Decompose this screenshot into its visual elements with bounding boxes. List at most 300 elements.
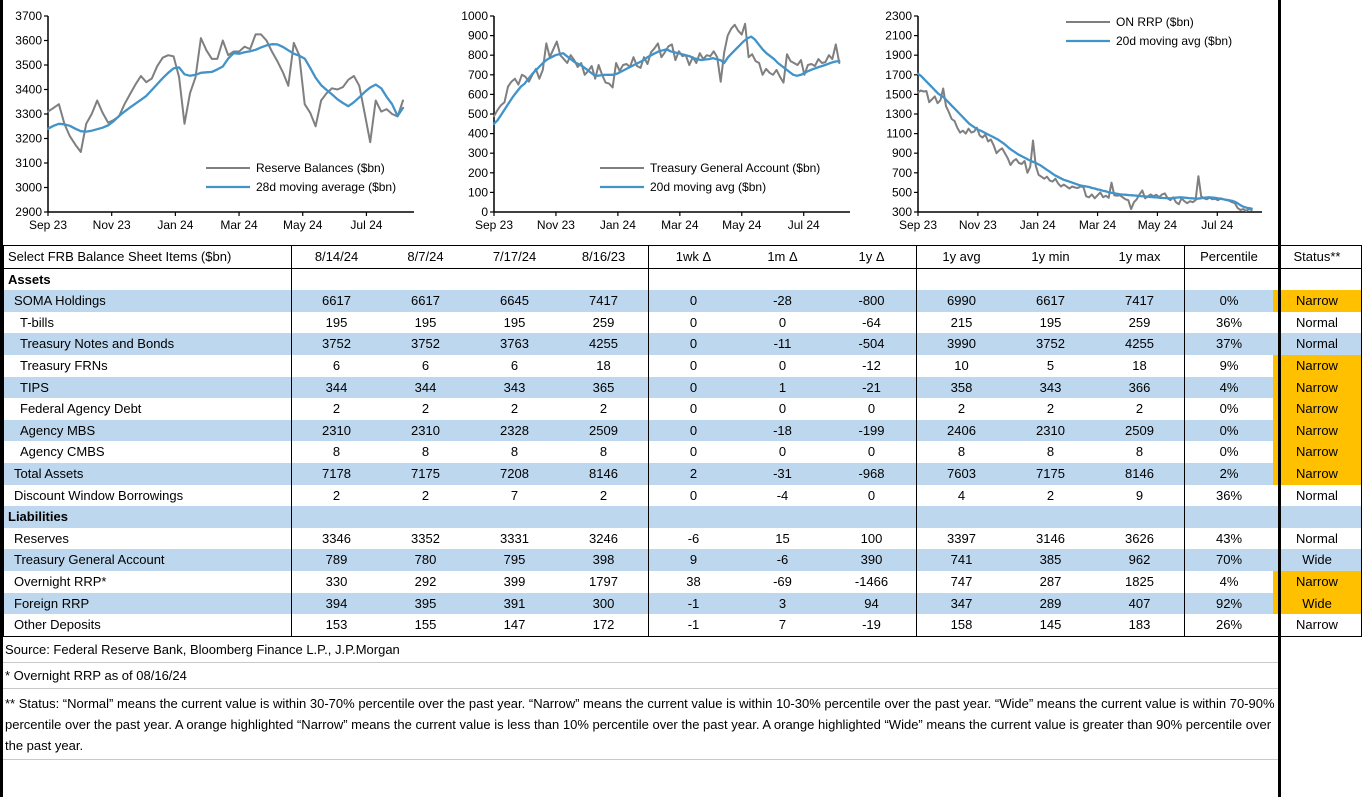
- value-cell: 0: [689, 444, 698, 460]
- value-cell: [917, 506, 1007, 528]
- value-cell: 2509: [559, 420, 649, 442]
- value-cell: [649, 506, 739, 528]
- value-cell: 36%: [1215, 314, 1243, 330]
- value-cell: 343: [503, 379, 526, 395]
- value-cell: 394: [325, 595, 348, 611]
- table-row: [4, 355, 1362, 377]
- value-cell: 43%: [1215, 530, 1243, 546]
- svg-text:500: 500: [891, 185, 912, 200]
- value-cell: 4: [957, 487, 966, 503]
- value-cell: [1095, 506, 1185, 528]
- line-chart-svg: [454, 6, 856, 238]
- svg-text:300: 300: [891, 205, 912, 219]
- value-cell: 3752: [322, 336, 351, 352]
- value-cell: 94: [827, 593, 917, 615]
- value-cell: 8: [1095, 441, 1185, 463]
- value-cell: 2406: [947, 422, 976, 438]
- value-cell: -64: [827, 312, 917, 334]
- value-cell: 215: [950, 314, 973, 330]
- table-row: [4, 377, 1362, 399]
- value-cell: 38: [686, 573, 701, 589]
- value-cell: 962: [1095, 549, 1185, 571]
- table-row: [4, 463, 1362, 485]
- value-cell: 344: [414, 379, 437, 395]
- svg-text:1100: 1100: [886, 126, 912, 141]
- value-cell: [827, 268, 917, 290]
- value-cell: 3346: [322, 530, 351, 546]
- value-cell: [470, 268, 559, 290]
- value-cell: 6: [421, 357, 430, 373]
- status-cell: Wide: [1302, 552, 1332, 568]
- table-header-row: [4, 246, 1362, 269]
- table-row: [4, 528, 1362, 550]
- value-cell: 18: [559, 355, 649, 377]
- value-cell: 195: [414, 314, 437, 330]
- value-cell: -1466: [827, 571, 917, 593]
- axes: [461, 9, 850, 232]
- status-cell: Normal: [1296, 487, 1338, 503]
- value-cell: 195: [325, 314, 348, 330]
- svg-text:1700: 1700: [885, 67, 912, 82]
- value-cell: 7175: [411, 465, 440, 481]
- value-cell: -31: [773, 465, 792, 481]
- value-cell: 391: [503, 595, 526, 611]
- value-cell: 6645: [500, 293, 529, 309]
- row-label: Treasury General Account: [4, 549, 292, 571]
- row-label: TIPS: [4, 377, 292, 399]
- page-left-border: [0, 0, 3, 797]
- value-cell: -18: [773, 422, 792, 438]
- table-row: [4, 571, 1362, 593]
- value-cell: 155: [414, 617, 437, 633]
- series-line: [48, 44, 403, 131]
- value-cell: [470, 506, 559, 528]
- value-cell: 7417: [1095, 290, 1185, 312]
- value-cell: 4255: [1095, 333, 1185, 355]
- value-cell: 385: [1039, 552, 1062, 568]
- chart-reserve-balances: [8, 6, 420, 243]
- section-row: [4, 268, 1362, 290]
- row-label: Agency MBS: [4, 420, 292, 442]
- value-cell: 6617: [411, 293, 440, 309]
- value-cell: -1: [687, 617, 700, 633]
- table-row: [4, 485, 1362, 507]
- svg-text:700: 700: [467, 67, 488, 82]
- value-cell: 0: [689, 293, 698, 309]
- value-cell: 3763: [500, 336, 529, 352]
- value-cell: 9: [1095, 485, 1185, 507]
- value-cell: 2: [1046, 401, 1055, 417]
- svg-text:Jan 24: Jan 24: [157, 218, 194, 232]
- value-cell: -11: [773, 336, 792, 352]
- column-header: 1m Δ: [767, 249, 798, 264]
- svg-text:0: 0: [481, 205, 488, 219]
- table-row: [4, 312, 1362, 334]
- column-header: Status**: [1293, 249, 1341, 264]
- row-label: Treasury Notes and Bonds: [4, 333, 292, 355]
- value-cell: 7208: [500, 465, 529, 481]
- value-cell: 2: [421, 401, 430, 417]
- value-cell: [1095, 268, 1185, 290]
- svg-text:Sep 23: Sep 23: [28, 218, 68, 232]
- value-cell: -12: [827, 355, 917, 377]
- value-cell: 2: [1095, 398, 1185, 420]
- svg-text:Treasury General Account ($bn): Treasury General Account ($bn): [650, 161, 821, 175]
- value-cell: 8: [559, 441, 649, 463]
- column-header: 8/16/23: [559, 246, 649, 269]
- svg-text:700: 700: [891, 165, 912, 180]
- series-line: [918, 89, 1252, 212]
- value-cell: 172: [559, 614, 649, 636]
- column-header: Percentile: [1200, 249, 1258, 264]
- line-chart-svg: [8, 6, 420, 238]
- table-body: [4, 268, 1362, 636]
- value-cell: -6: [687, 530, 700, 546]
- value-cell: -4: [776, 487, 789, 503]
- svg-text:May 24: May 24: [283, 218, 323, 232]
- value-cell: 2310: [1036, 422, 1065, 438]
- value-cell: [559, 506, 649, 528]
- value-cell: 6990: [947, 293, 976, 309]
- svg-text:400: 400: [467, 126, 488, 141]
- row-label: Assets: [4, 268, 292, 290]
- value-cell: -504: [827, 333, 917, 355]
- value-cell: 0: [689, 379, 698, 395]
- value-cell: -968: [827, 463, 917, 485]
- value-cell: 2310: [322, 422, 351, 438]
- value-cell: 780: [414, 552, 437, 568]
- status-cell: Normal: [1296, 530, 1338, 546]
- svg-text:Jan 24: Jan 24: [1019, 218, 1056, 232]
- value-cell: -800: [827, 290, 917, 312]
- value-cell: 795: [503, 552, 526, 568]
- value-cell: 2: [689, 465, 698, 481]
- value-cell: 3752: [411, 336, 440, 352]
- value-cell: 3397: [947, 530, 976, 546]
- value-cell: [1185, 268, 1274, 290]
- value-cell: 399: [503, 573, 526, 589]
- page-right-border: [1278, 0, 1281, 797]
- row-label: Agency CMBS: [4, 441, 292, 463]
- value-cell: 292: [414, 573, 437, 589]
- value-cell: 70%: [1215, 552, 1243, 568]
- value-cell: 2: [332, 401, 341, 417]
- value-cell: 398: [559, 549, 649, 571]
- value-cell: 195: [503, 314, 526, 330]
- value-cell: 0: [778, 357, 787, 373]
- value-cell: 741: [950, 552, 973, 568]
- status-cell: Narrow: [1273, 571, 1362, 593]
- svg-text:Mar 24: Mar 24: [1078, 218, 1117, 232]
- table-row: [4, 441, 1362, 463]
- status-cell: Narrow: [1273, 377, 1362, 399]
- value-cell: [649, 268, 739, 290]
- status-cell: [1273, 268, 1362, 290]
- value-cell: 366: [1095, 377, 1185, 399]
- value-cell: 15: [775, 530, 790, 546]
- line-chart-svg: [878, 6, 1268, 238]
- svg-text:200: 200: [467, 165, 488, 180]
- row-label: Reserves: [4, 528, 292, 550]
- value-cell: 3352: [411, 530, 440, 546]
- status-cell: Narrow: [1273, 463, 1362, 485]
- svg-text:May 24: May 24: [1137, 218, 1178, 232]
- svg-text:Mar 24: Mar 24: [661, 218, 699, 232]
- svg-text:1000: 1000: [461, 9, 488, 23]
- value-cell: 7175: [1036, 465, 1065, 481]
- value-cell: 6617: [322, 293, 351, 309]
- status-definition-note: ** Status: “Normal” means the current value is within 30-70% percentile over the past year. “Narrow” means the current value is within 10-30% percentile over the past year. “Wide” means the current value is within 70-90% percentile over the past year. A orange highlighted “Narrow” means the current value is less than 10% percentile over the past year. A orange highlighted “Wide” means the current value is greater than 90% percentile over the past year.: [3, 689, 1278, 760]
- value-cell: 3626: [1095, 528, 1185, 550]
- svg-text:28d moving average ($bn): 28d moving average ($bn): [256, 180, 397, 194]
- svg-text:100: 100: [467, 185, 488, 200]
- svg-text:Mar 24: Mar 24: [220, 218, 258, 232]
- value-cell: 289: [1039, 595, 1062, 611]
- svg-text:300: 300: [467, 146, 488, 161]
- value-cell: 3752: [1036, 336, 1065, 352]
- value-cell: 365: [559, 377, 649, 399]
- value-cell: [559, 268, 649, 290]
- svg-text:3000: 3000: [15, 180, 42, 195]
- value-cell: 0: [689, 357, 698, 373]
- row-label: Other Deposits: [4, 614, 292, 636]
- svg-text:20d moving avg ($bn): 20d moving avg ($bn): [650, 180, 767, 194]
- value-cell: [292, 506, 382, 528]
- legend: [600, 161, 820, 194]
- value-cell: 5: [1046, 357, 1055, 373]
- svg-text:600: 600: [467, 87, 488, 102]
- status-cell: [1273, 506, 1362, 528]
- value-cell: [381, 268, 470, 290]
- value-cell: 3: [778, 595, 787, 611]
- value-cell: 0%: [1219, 293, 1239, 309]
- column-header: 8/14/24: [314, 249, 359, 264]
- value-cell: 2: [332, 487, 341, 503]
- value-cell: 36%: [1215, 487, 1243, 503]
- value-cell: 2328: [500, 422, 529, 438]
- balance-sheet-table-wrap: [3, 245, 1341, 637]
- footnotes: [3, 637, 1278, 760]
- value-cell: 0: [689, 487, 698, 503]
- value-cell: 347: [950, 595, 973, 611]
- value-cell: 2%: [1219, 465, 1239, 481]
- value-cell: 6617: [1036, 293, 1065, 309]
- value-cell: [1006, 506, 1095, 528]
- value-cell: 9: [689, 552, 698, 568]
- row-label: Foreign RRP: [4, 593, 292, 615]
- status-cell: Wide: [1273, 593, 1362, 615]
- value-cell: 183: [1095, 614, 1185, 636]
- section-row: [4, 506, 1362, 528]
- value-cell: 8: [957, 444, 966, 460]
- value-cell: 0%: [1219, 422, 1239, 438]
- value-cell: 2310: [411, 422, 440, 438]
- value-cell: 0%: [1219, 444, 1239, 460]
- table-row: [4, 398, 1362, 420]
- value-cell: 8: [510, 444, 519, 460]
- svg-text:Nov 23: Nov 23: [958, 218, 997, 232]
- value-cell: 0: [778, 314, 787, 330]
- overnight-rrp-note: * Overnight RRP as of 08/16/24: [3, 663, 1278, 689]
- value-cell: 1: [778, 379, 787, 395]
- table-row: [4, 333, 1362, 355]
- value-cell: 0%: [1219, 401, 1239, 417]
- value-cell: 7: [778, 617, 787, 633]
- value-cell: 287: [1039, 573, 1062, 589]
- value-cell: 3990: [947, 336, 976, 352]
- legend: [206, 161, 396, 194]
- table-row: [4, 549, 1362, 571]
- value-cell: 2: [510, 401, 519, 417]
- svg-text:Reserve Balances ($bn): Reserve Balances ($bn): [256, 161, 385, 175]
- value-cell: [738, 268, 827, 290]
- svg-text:900: 900: [467, 28, 488, 43]
- svg-text:800: 800: [467, 48, 488, 63]
- value-cell: 2509: [1095, 420, 1185, 442]
- value-cell: 343: [1039, 379, 1062, 395]
- status-cell: Narrow: [1273, 290, 1362, 312]
- svg-text:2300: 2300: [885, 9, 912, 23]
- column-header: 8/7/24: [407, 249, 444, 264]
- row-label: Discount Window Borrowings: [4, 485, 292, 507]
- value-cell: -6: [776, 552, 789, 568]
- value-cell: 7: [510, 487, 519, 503]
- value-cell: 747: [950, 573, 973, 589]
- value-cell: 8: [332, 444, 341, 460]
- table-row: [4, 290, 1362, 312]
- row-label: Overnight RRP*: [4, 571, 292, 593]
- value-cell: 330: [325, 573, 348, 589]
- column-header: 1y max: [1095, 246, 1185, 269]
- svg-text:2100: 2100: [885, 28, 912, 43]
- value-cell: 2: [1046, 487, 1055, 503]
- value-cell: 2: [559, 485, 649, 507]
- svg-text:3500: 3500: [15, 58, 42, 72]
- value-cell: 259: [1095, 312, 1185, 334]
- value-cell: [827, 506, 917, 528]
- svg-text:3400: 3400: [15, 82, 42, 97]
- value-cell: 92%: [1215, 595, 1243, 611]
- svg-text:3300: 3300: [15, 107, 42, 121]
- svg-text:500: 500: [467, 107, 488, 121]
- balance-sheet-table: [3, 245, 1362, 637]
- value-cell: 2: [957, 401, 966, 417]
- table-title: Select FRB Balance Sheet Items ($bn): [4, 246, 292, 269]
- value-cell: [1006, 268, 1095, 290]
- value-cell: 0: [689, 336, 698, 352]
- svg-text:Nov 23: Nov 23: [92, 218, 131, 232]
- svg-text:May 24: May 24: [722, 218, 762, 232]
- status-cell: Narrow: [1296, 617, 1338, 633]
- legend: [1066, 15, 1232, 48]
- value-cell: 158: [950, 617, 973, 633]
- value-cell: 259: [559, 312, 649, 334]
- value-cell: 3146: [1036, 530, 1065, 546]
- table-row: [4, 593, 1362, 615]
- value-cell: -28: [773, 293, 792, 309]
- value-cell: -19: [827, 614, 917, 636]
- value-cell: 10: [954, 357, 969, 373]
- value-cell: 8146: [559, 463, 649, 485]
- value-cell: 6: [510, 357, 519, 373]
- value-cell: 0: [778, 444, 787, 460]
- value-cell: 0: [689, 401, 698, 417]
- value-cell: 18: [1095, 355, 1185, 377]
- value-cell: 7178: [322, 465, 351, 481]
- table-row: [4, 420, 1362, 442]
- status-cell: Normal: [1296, 314, 1338, 330]
- value-cell: 0: [689, 422, 698, 438]
- svg-text:Jul 24: Jul 24: [350, 218, 383, 232]
- status-cell: Narrow: [1273, 441, 1362, 463]
- value-cell: 0: [689, 314, 698, 330]
- value-cell: 300: [559, 593, 649, 615]
- value-cell: [917, 268, 1007, 290]
- value-cell: 8146: [1095, 463, 1185, 485]
- value-cell: 6: [332, 357, 341, 373]
- value-cell: 147: [503, 617, 526, 633]
- svg-text:Nov 23: Nov 23: [536, 218, 575, 232]
- series-line: [48, 34, 403, 152]
- svg-text:3700: 3700: [15, 9, 42, 23]
- axes: [15, 9, 414, 232]
- svg-text:1300: 1300: [885, 107, 912, 121]
- column-header: 1y avg: [942, 249, 981, 264]
- value-cell: -21: [827, 377, 917, 399]
- svg-text:20d moving avg ($bn): 20d moving avg ($bn): [1116, 34, 1233, 48]
- value-cell: 4%: [1219, 379, 1239, 395]
- value-cell: 2: [421, 487, 430, 503]
- svg-text:3200: 3200: [15, 131, 42, 146]
- row-label: SOMA Holdings: [4, 290, 292, 312]
- value-cell: 0: [827, 398, 917, 420]
- row-label: Treasury FRNs: [4, 355, 292, 377]
- value-cell: 26%: [1215, 617, 1243, 633]
- value-cell: 4%: [1219, 573, 1239, 589]
- svg-text:Jan 24: Jan 24: [599, 218, 636, 232]
- svg-text:3100: 3100: [15, 156, 42, 170]
- value-cell: 2: [559, 398, 649, 420]
- value-cell: [1185, 506, 1274, 528]
- value-cell: -199: [827, 420, 917, 442]
- svg-text:2900: 2900: [15, 205, 42, 219]
- value-cell: 100: [827, 528, 917, 550]
- svg-text:1500: 1500: [885, 87, 912, 102]
- value-cell: 344: [325, 379, 348, 395]
- value-cell: 3246: [559, 528, 649, 550]
- value-cell: 0: [778, 401, 787, 417]
- value-cell: 7603: [947, 465, 976, 481]
- column-header: 1y Δ: [827, 246, 917, 269]
- value-cell: 395: [414, 595, 437, 611]
- column-header: 1wk Δ: [675, 249, 712, 264]
- value-cell: 37%: [1215, 336, 1243, 352]
- row-label: Total Assets: [4, 463, 292, 485]
- charts-row: [0, 0, 1281, 243]
- value-cell: 3331: [500, 530, 529, 546]
- svg-text:ON RRP ($bn): ON RRP ($bn): [1116, 15, 1194, 29]
- value-cell: [381, 506, 470, 528]
- value-cell: 153: [325, 617, 348, 633]
- value-cell: -1: [687, 595, 700, 611]
- row-label: Liabilities: [4, 506, 292, 528]
- value-cell: 4255: [559, 333, 649, 355]
- row-label: T-bills: [4, 312, 292, 334]
- value-cell: 8: [1046, 444, 1055, 460]
- value-cell: 1825: [1095, 571, 1185, 593]
- value-cell: 0: [827, 485, 917, 507]
- svg-text:Jul 24: Jul 24: [787, 218, 820, 232]
